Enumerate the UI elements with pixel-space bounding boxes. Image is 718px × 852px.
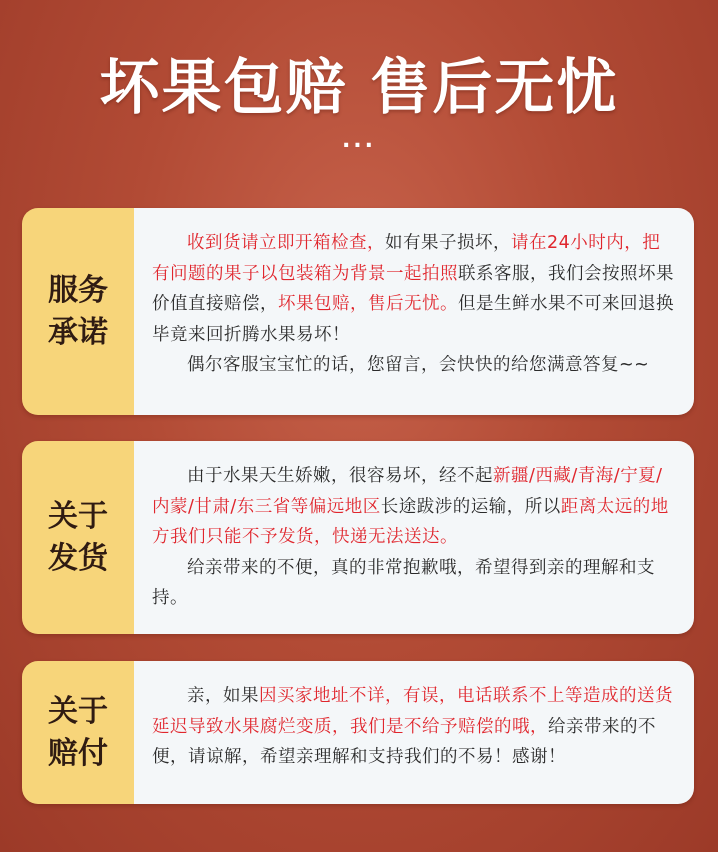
compensation-card [22, 661, 694, 804]
card-body [134, 661, 694, 804]
body-text: 如有果子损坏， [385, 233, 511, 253]
card-label-line: 关于 [48, 693, 108, 729]
card-paragraph [152, 681, 676, 773]
body-text: 长途跋涉的运输，所以 [380, 496, 561, 517]
service-promise-card [22, 208, 694, 415]
card-body [134, 208, 694, 415]
emphasis-text: 收到货请立即开箱检查， [187, 233, 385, 253]
card-label-line: 赔付 [48, 735, 108, 771]
body-text: 联系客服，我们会按照坏果价值直接赔偿， [152, 263, 674, 314]
card-paragraph [152, 553, 676, 614]
body-text: 但是生鲜水果不可来回退换毕竟来回折腾水果易坏！ [152, 294, 674, 345]
title-dots-decoration: ... [341, 128, 377, 153]
card-label-line: 关于 [48, 498, 108, 534]
emphasis-text: 距离太远的地方我们只能不予发货，快递无法送达。 [152, 496, 669, 547]
body-text: 给亲带来的不便，真的非常抱歉哦，希望得到亲的理解和支持。 [152, 557, 655, 608]
card-paragraph [152, 350, 676, 381]
body-text: 给亲带来的不便，请谅解，希望亲理解和支持我们的不易！感谢！ [152, 716, 656, 767]
shipping-card [22, 441, 694, 634]
card-label [22, 661, 134, 804]
emphasis-text: 坏果包赔，售后无忧。 [278, 294, 458, 314]
card-body [134, 441, 694, 634]
emphasis-text: 新疆/西藏/青海/宁夏/内蒙/甘肃/东三省等偏远地区 [152, 466, 663, 517]
card-paragraph [152, 461, 676, 553]
body-text: 由于水果天生娇嫩，很容易坏，经不起 [187, 466, 493, 486]
card-label-line: 承诺 [48, 314, 108, 350]
card-paragraph [152, 228, 676, 350]
body-text: 偶尔客服宝宝忙的话，您留言，会快快的给您满意答复~~ [187, 355, 650, 375]
card-label-line: 服务 [48, 272, 108, 308]
emphasis-text: 请在24小时内，把有问题的果子以包装箱为背景一起拍照 [152, 233, 661, 284]
body-text: 亲，如果 [187, 686, 259, 706]
emphasis-text: 因买家地址不详，有误，电话联系不上等造成的送货延迟导致水果腐烂变质，我们是不给予赔偿的哦， [152, 686, 673, 737]
card-label-line: 发货 [48, 540, 108, 576]
card-label [22, 208, 134, 415]
page-title: 坏果包赔 售后无忧 [99, 53, 619, 123]
card-label [22, 441, 134, 634]
